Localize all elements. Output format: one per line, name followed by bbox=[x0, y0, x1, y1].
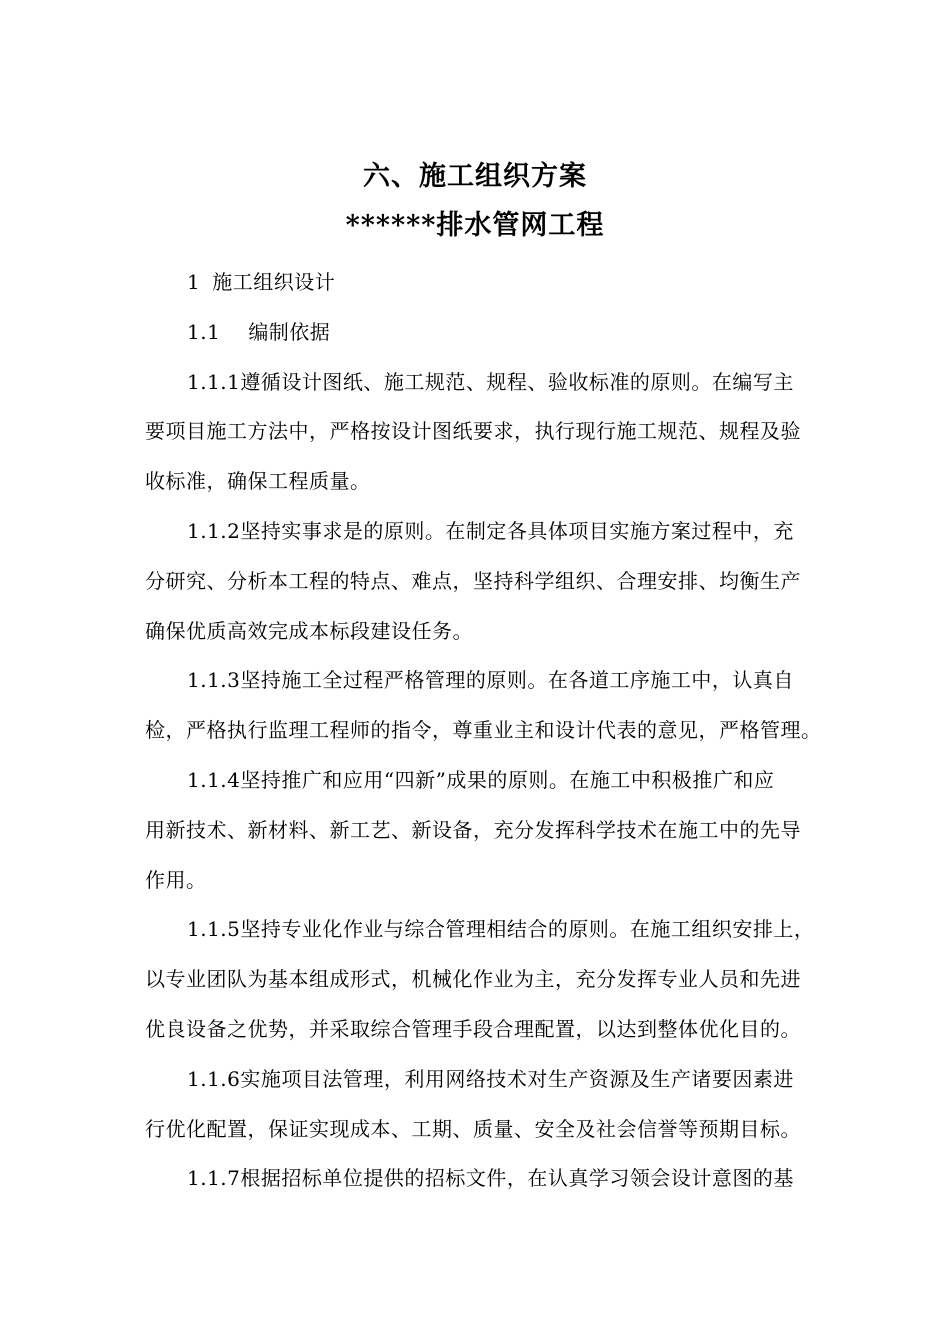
document-body bbox=[145, 258, 875, 1204]
section-number: 1.1 bbox=[187, 319, 221, 344]
paragraph-line: 收标准，确保工程质量。 bbox=[145, 469, 371, 494]
paragraph-line: 1.1.3坚持施工全过程严格管理的原则。在各道工序施工中，认真自 bbox=[187, 668, 794, 693]
section-number: 1 bbox=[187, 270, 201, 294]
paragraph-line: 1.1.1遵循设计图纸、施工规范、规程、验收标准的原则。在编写主 bbox=[187, 369, 794, 394]
section-heading-1 bbox=[145, 258, 875, 308]
paragraph-line: 分研究、分析本工程的特点、难点，坚持科学组织、合理安排、均衡生产 bbox=[145, 568, 801, 593]
paragraph-line: 1.1.6实施项目法管理，利用网络技术对生产资源及生产诸要因素进 bbox=[187, 1066, 794, 1091]
section-title: 编制依据 bbox=[248, 319, 331, 344]
document-subtitle: ******排水管网工程 bbox=[345, 210, 605, 241]
document-title: 六、施工组织方案 bbox=[363, 161, 587, 192]
paragraph-line: 检，严格执行监理工程师的指令，尊重业主和设计代表的意见，严格管理。 bbox=[145, 718, 822, 743]
section-heading-1-1 bbox=[145, 308, 875, 358]
paragraph-line: 1.1.5坚持专业化作业与综合管理相结合的原则。在施工组织安排上， bbox=[187, 917, 815, 942]
paragraph-line: 用新技术、新材料、新工艺、新设备，充分发挥科学技术在施工中的先导 bbox=[145, 817, 801, 842]
paragraph-line: 作用。 bbox=[145, 867, 207, 892]
paragraph-line: 1.1.2坚持实事求是的原则。在制定各具体项目实施方案过程中，充 bbox=[187, 518, 794, 543]
paragraph-line: 行优化配置，保证实现成本、工期、质量、安全及社会信誉等预期目标。 bbox=[145, 1116, 801, 1141]
paragraph-line: 1.1.4坚持推广和应用“四新”成果的原则。在施工中积极推广和应 bbox=[187, 767, 775, 792]
paragraph-line: 确保优质高效完成本标段建设任务。 bbox=[145, 618, 473, 643]
paragraph-line: 要项目施工方法中，严格按设计图纸要求，执行现行施工规范、规程及验 bbox=[145, 419, 801, 444]
paragraph-line: 以专业团队为基本组成形式，机械化作业为主，充分发挥专业人员和先进 bbox=[145, 967, 801, 992]
paragraph-line: 1.1.7根据招标单位提供的招标文件，在认真学习领会设计意图的基 bbox=[187, 1166, 794, 1191]
paragraph-line: 优良设备之优势，并采取综合管理手段合理配置，以达到整体优化目的。 bbox=[145, 1016, 801, 1041]
section-title: 施工组织设计 bbox=[212, 270, 336, 294]
